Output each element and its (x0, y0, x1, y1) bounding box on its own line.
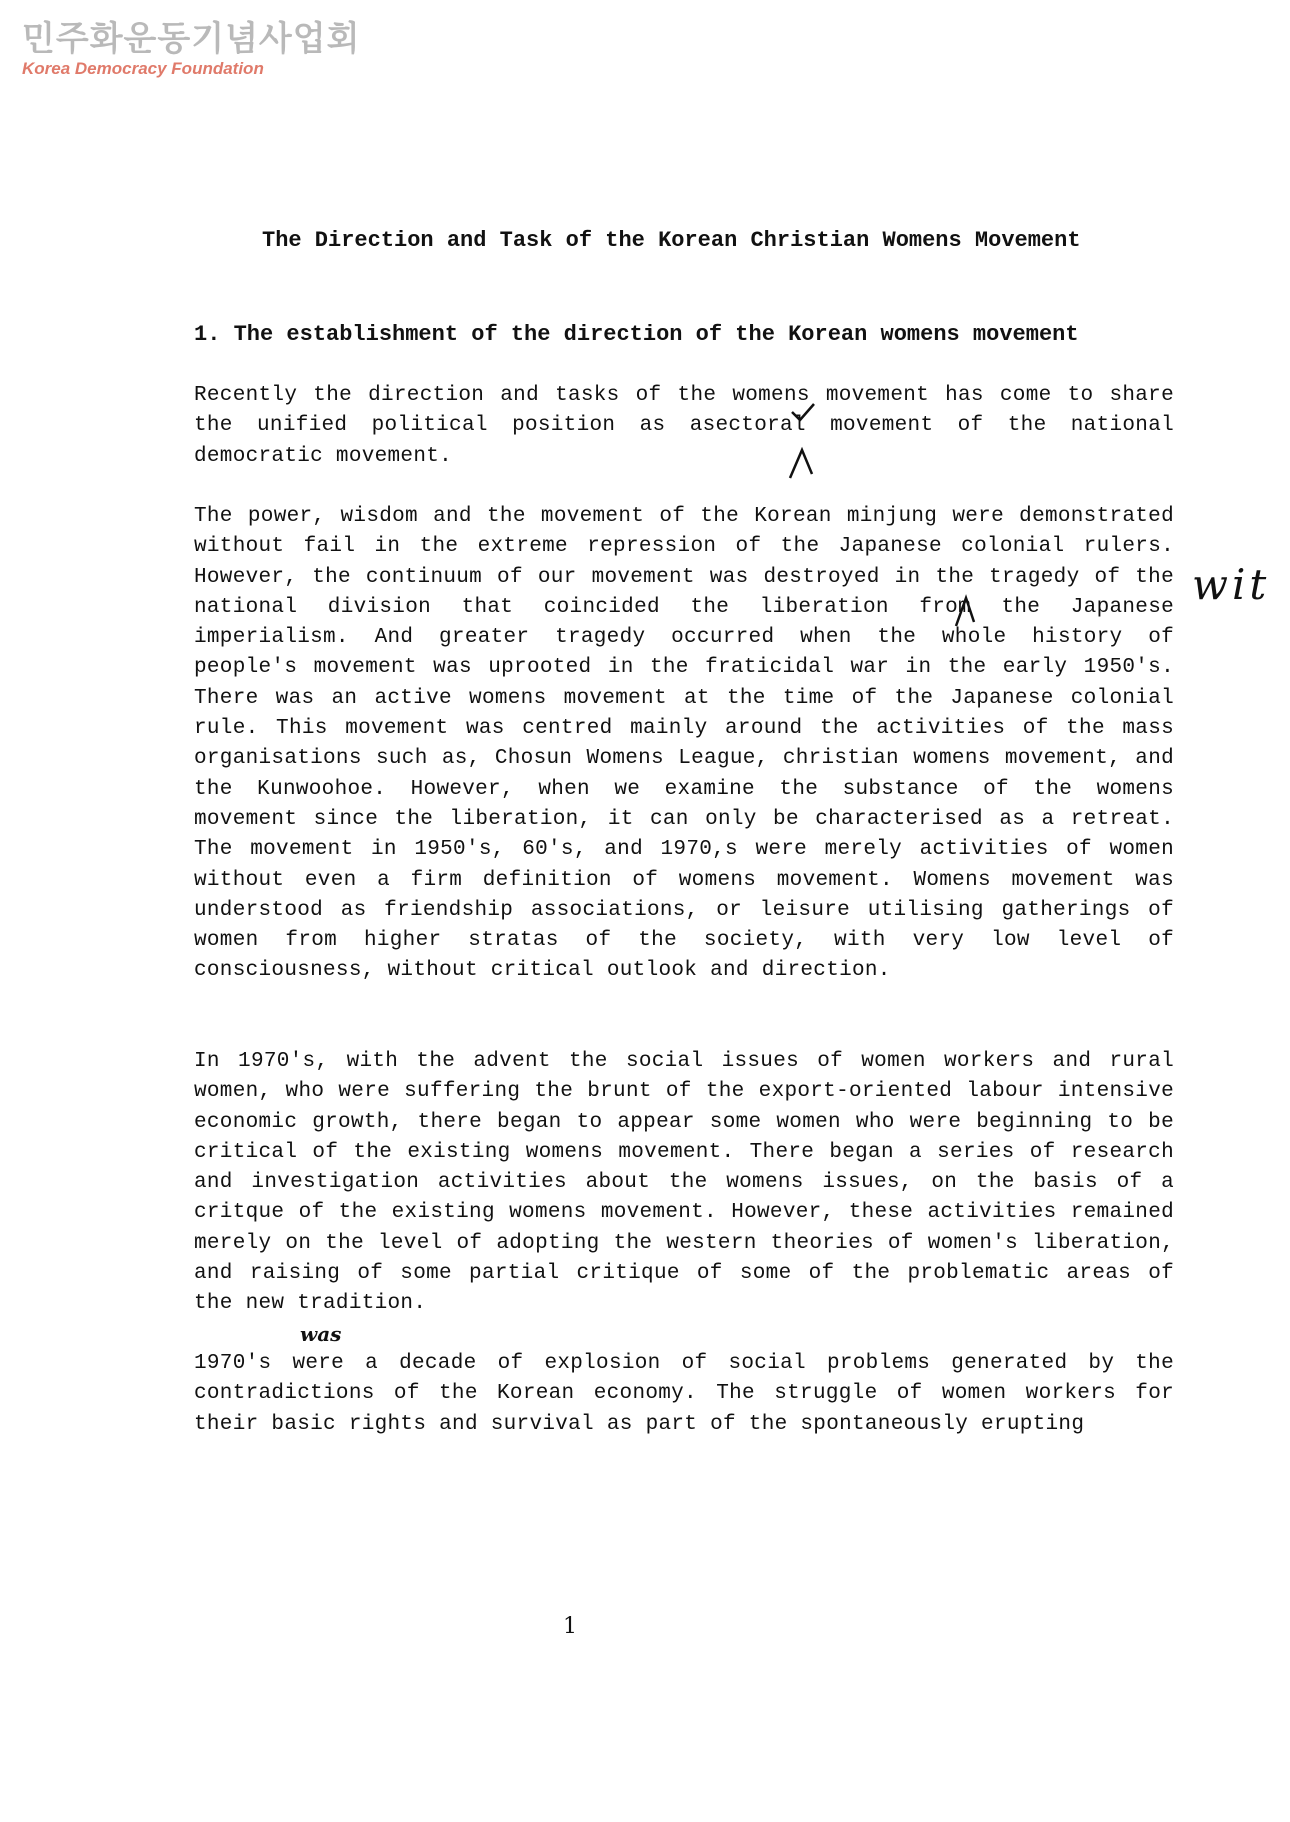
section-heading: 1. The establishment of the direction of the Korean womens movement (194, 322, 1079, 347)
watermark-logo (22, 20, 360, 80)
page-number: 1 (563, 1614, 577, 1639)
paragraph-3: In 1970's, with the advent the social issues of women workers and rural women, who were suffering the brunt of the export-oriented labour intensive economic growth, there began to appear some women who were beginning to be critical of the existing womens movement. There began a series of research and investigation activities about the womens issues, on the basis of a critque of the existing womens movement. However, these activities remained merely on the level of adopting the western theories of women's liberation, and raising of some partial critique of some of the problematic areas of the new tradition. (194, 1050, 1174, 1316)
paragraph-1: Recently the direction and tasks of the womens movement has come to share the unified political position as asectoral movement of the national democratic movement. (194, 384, 1174, 468)
document-title: The Direction and Task of the Korean Christian Womens Movement (262, 228, 1081, 253)
handwritten-margin-note: wit (1192, 560, 1271, 609)
handwritten-insertion-mark (784, 402, 824, 482)
paragraph-2: The power, wisdom and the movement of the Korean minjung were demonstrated without fail in the extreme repression of the Japanese colonial rulers. However, the continuum of our movement was destroyed in the tragedy of the national division that coincided the liberation from the Japanese imperialism. And greater tragedy occurred when the whole history of people's movement was uprooted in the fraticidal war in the early 1950's. There was an active womens movement at the time of the Japanese colonial rule. This movement was centred mainly around the activities of the mass organisations such as, Chosun Womens League, christian womens movement, and the Kunwoohoe. However, when we examine the substance of the womens movement since the liberation, it can only be characterised as a retreat. The movement in 1950's, 60's, and 1970,s were merely activities of women without even a firm definition of womens movement. Womens movement was understood as friendship associations, or leisure utilising gatherings of women from higher stratas of the society, with very low level of consciousness, without critical outlook and direction. (194, 505, 1174, 983)
watermark-korean-text: 민주화운동기념사업회 (22, 19, 361, 59)
watermark-english-text: Korea Democracy Foundation (22, 59, 264, 78)
handwritten-correction: was (300, 1322, 342, 1346)
handwritten-caret-mark (952, 592, 980, 630)
paragraph-4: 1970's were a decade of explosion of social problems generated by the contradictions of the Korean economy. The struggle of women workers for their basic rights and survival as part of the spontaneously erupting (194, 1352, 1174, 1436)
